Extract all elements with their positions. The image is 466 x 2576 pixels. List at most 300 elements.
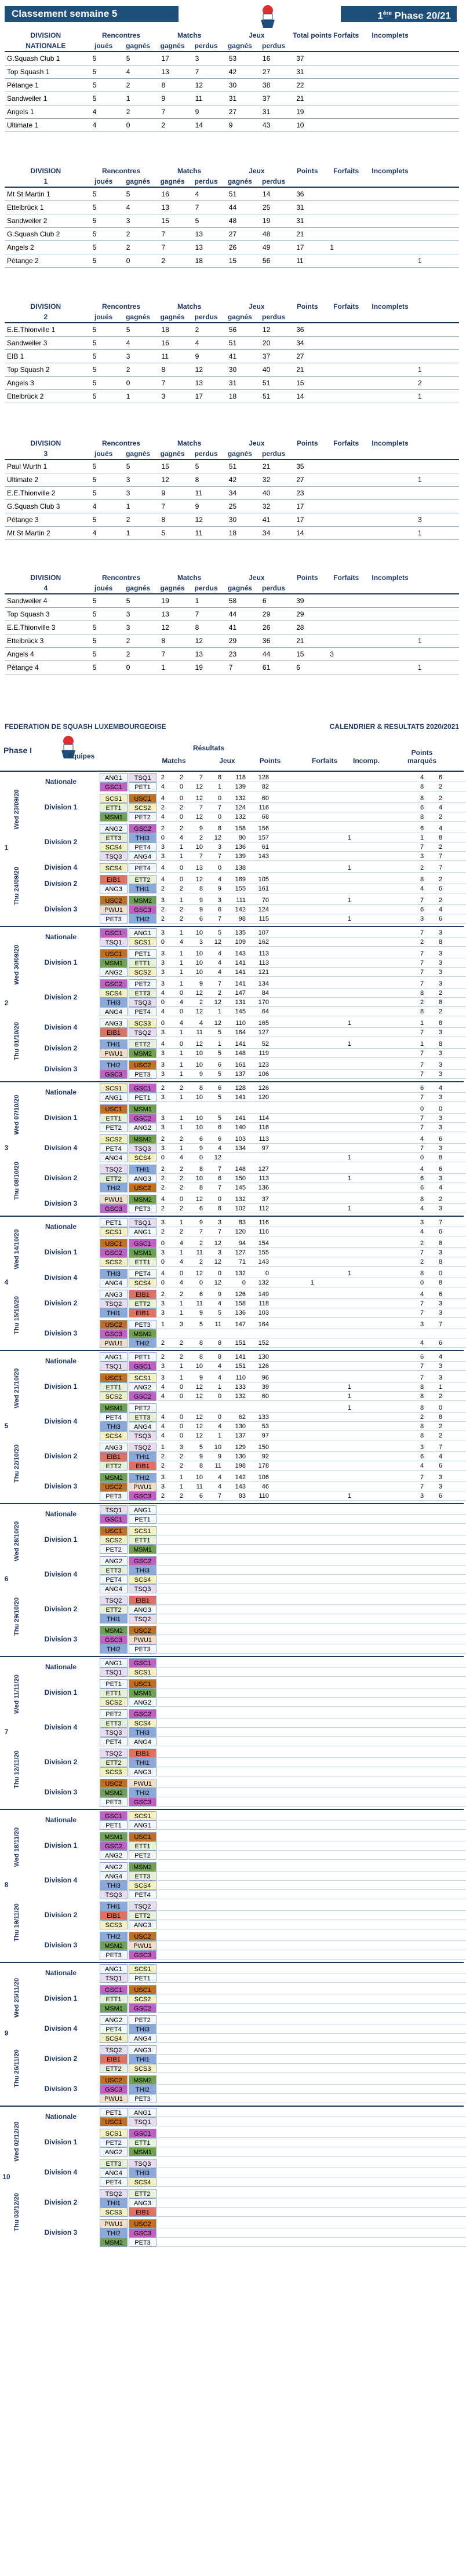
score-value: 143 [258, 1258, 269, 1265]
away-team: ANG3 [129, 1920, 156, 1929]
points-scored: 7 [420, 1050, 424, 1057]
ranking-value: 4 [121, 201, 156, 214]
away-team: ETT2 [129, 1911, 156, 1920]
away-team: TSQ3 [129, 1144, 156, 1153]
score-value: 4 [217, 1363, 221, 1370]
ranking-value: 58 [223, 594, 257, 608]
match-row [100, 949, 443, 958]
points-scored: 8 [420, 1404, 424, 1411]
ranking-value: 21 [290, 92, 324, 105]
score-value: 141 [235, 980, 246, 987]
ranking-value [368, 105, 412, 119]
ranking-value [368, 594, 412, 608]
away-team: SCS1 [129, 937, 156, 947]
score-value: 1 [217, 1384, 221, 1391]
match-row [100, 1060, 443, 1070]
ranking-value: 32 [257, 473, 290, 487]
ranking-value: 13 [155, 65, 189, 79]
ranking-row [5, 79, 459, 92]
points-scored: 6 [438, 1493, 443, 1499]
match-row [100, 1373, 443, 1382]
score-value: 0 [179, 783, 183, 790]
away-team: EIB1 [129, 1308, 156, 1318]
ranking-value: 32 [257, 500, 290, 513]
match-row [100, 1644, 413, 1654]
away-team: PET2 [129, 812, 156, 822]
score-value: 12 [195, 990, 203, 997]
ranking-value: 9 [155, 487, 189, 500]
ranking-value: 4 [87, 105, 121, 119]
match-row [100, 1019, 443, 1028]
ranking-value: 42 [223, 65, 257, 79]
ranking-value: 51 [223, 187, 257, 201]
match-row [100, 1443, 443, 1452]
ranking-row [5, 473, 459, 487]
score-value: 4 [161, 1270, 165, 1277]
calendar-column-header: Points [259, 757, 281, 765]
ranking-value [368, 459, 412, 473]
score-value: 1 [179, 1050, 183, 1057]
ranking-value: 5 [121, 594, 156, 608]
away-team: THI1 [129, 2055, 156, 2064]
points-scored: 8 [438, 1154, 443, 1161]
ranking-value: 7 [155, 105, 189, 119]
column-subheader: gagnés [121, 176, 156, 187]
points-scored: 3 [438, 1205, 443, 1212]
away-team: GSC1 [129, 1362, 156, 1371]
home-team: MSM2 [100, 1788, 128, 1797]
score-value: 1 [179, 1300, 183, 1307]
score-value: 141 [235, 1094, 246, 1101]
points-scored: 4 [438, 804, 443, 811]
away-team: USC2 [129, 2219, 156, 2228]
score-value: 12 [195, 1196, 203, 1203]
points-scored: 7 [420, 1094, 424, 1101]
score-value: 10 [195, 969, 203, 976]
score-value: 4 [217, 1374, 221, 1381]
score-value: 10 [195, 1061, 203, 1068]
away-team: ETT3 [129, 1413, 156, 1422]
column-subheader: joués [87, 41, 121, 52]
score-value: 0 [179, 990, 183, 997]
date-label: Thu 19/11/20 [13, 1903, 20, 1942]
away-team: USC1 [129, 1832, 156, 1841]
match-row [100, 1767, 413, 1776]
score-value: 134 [235, 1145, 246, 1152]
ranking-value: 5 [121, 459, 156, 473]
ranking-value: 19 [190, 661, 223, 674]
score-value: 126 [258, 1363, 269, 1370]
match-row [100, 1575, 413, 1584]
score-value: 1 [347, 834, 351, 841]
score-value: 2 [161, 1353, 165, 1360]
home-team: SCS4 [100, 842, 128, 852]
score-value: 140 [235, 1124, 246, 1131]
score-value: 9 [199, 1309, 203, 1316]
score-value: 3 [161, 1249, 165, 1256]
score-value: 7 [217, 1166, 221, 1173]
ranking-value: 4 [121, 65, 156, 79]
home-team: ANG4 [100, 1871, 128, 1881]
score-value: 0 [179, 1432, 183, 1439]
away-team: USC1 [129, 794, 156, 803]
match-row [100, 928, 443, 937]
division-label: Division 2 [44, 838, 78, 846]
points-scored: 2 [420, 1240, 424, 1247]
points-scored: 0 [420, 1154, 424, 1161]
ranking-value: 5 [190, 214, 223, 228]
away-team: GSC2 [129, 824, 156, 833]
ranking-value: 41 [223, 350, 257, 363]
score-value: 1 [347, 864, 351, 871]
team-name: Pétange 1 [5, 79, 87, 92]
score-value: 127 [258, 1166, 269, 1173]
score-value: 113 [259, 959, 269, 966]
division-label: Nationale [45, 1969, 77, 1977]
rencontres-header: Rencontres [102, 574, 141, 582]
division-label: Nationale [45, 933, 77, 941]
match-row [100, 1535, 413, 1545]
score-value: 170 [258, 999, 269, 1006]
ranking-value: 1 [155, 661, 189, 674]
home-team: PET4 [100, 1144, 128, 1153]
ranking-value: 3 [412, 513, 459, 527]
points-scored: 3 [420, 915, 424, 922]
points-scored: 7 [420, 1309, 424, 1316]
ranking-value [368, 661, 412, 674]
column-subheader [412, 176, 459, 187]
date-label: Thu 24/09/20 [13, 866, 20, 906]
ranking-value: 31 [290, 214, 324, 228]
score-value: 1 [179, 1061, 183, 1068]
score-value: 156 [258, 825, 269, 832]
score-value: 9 [199, 980, 203, 987]
division-label: Nationale [45, 1816, 77, 1824]
home-team: ETT2 [100, 1758, 128, 1767]
ranking-value [412, 500, 459, 513]
calendar-column-header: Matchs [162, 757, 186, 765]
score-value: 1 [179, 1029, 183, 1036]
ranking-row [5, 634, 459, 648]
away-team: PWU1 [129, 1482, 156, 1491]
home-team: PET3 [100, 1797, 128, 1807]
score-value: 110 [235, 1374, 246, 1381]
away-team: ANG1 [129, 1820, 156, 1830]
division-label: Division 3 [44, 1788, 78, 1796]
score-value: 110 [235, 1020, 246, 1027]
jeux-header: Jeux [249, 574, 265, 582]
home-team: SCS4 [100, 2034, 128, 2043]
score-value: 1 [179, 1071, 183, 1078]
ranking-value: 56 [257, 254, 290, 268]
score-value: 3 [161, 1061, 165, 1068]
ranking-value: 27 [223, 105, 257, 119]
away-team: PET2 [129, 1851, 156, 1860]
score-value: 137 [235, 1071, 246, 1078]
score-value: 12 [195, 1008, 203, 1015]
away-team: EIB1 [129, 1290, 156, 1299]
away-team: TSQ2 [129, 1028, 156, 1037]
away-team: MSM1 [129, 1545, 156, 1554]
away-team: SCS1 [129, 1668, 156, 1677]
home-team: ANG1 [100, 1352, 128, 1362]
score-value: 124 [258, 906, 269, 913]
score-value: 2 [199, 834, 203, 841]
ranking-value: 27 [290, 350, 324, 363]
score-value: 4 [179, 1020, 183, 1027]
ranking-value [324, 473, 368, 487]
home-team: TSQ1 [100, 1973, 128, 1983]
score-value: 1 [179, 929, 183, 936]
ranking-value: 1 [324, 241, 368, 254]
home-team: SCS4 [100, 863, 128, 873]
score-value: 2 [161, 1136, 165, 1143]
ranking-value: 1 [190, 594, 223, 608]
score-value: 3 [161, 1374, 165, 1381]
team-name: Angels 4 [5, 648, 87, 661]
ranking-row [5, 648, 459, 661]
score-value: 147 [235, 990, 246, 997]
week-block [0, 1962, 464, 2104]
score-value: 4 [179, 1240, 183, 1247]
ranking-value [368, 487, 412, 500]
away-team: SCS1 [129, 1373, 156, 1382]
team-name: Ultimate 2 [5, 473, 87, 487]
week-block [0, 1350, 464, 1502]
score-value: 158 [235, 1300, 246, 1307]
score-value: 116 [259, 1228, 269, 1235]
home-team: ETT2 [100, 1461, 128, 1471]
score-value: 4 [217, 1300, 221, 1307]
points-scored: 8 [420, 876, 424, 883]
match-row [100, 1461, 443, 1471]
ranking-value: 49 [257, 241, 290, 254]
points-scored: 2 [438, 1196, 443, 1203]
ranking-value: 7 [190, 201, 223, 214]
score-value: 1 [179, 1374, 183, 1381]
home-team: ANG2 [100, 1851, 128, 1860]
ranking-value: 4 [87, 119, 121, 132]
score-value: 94 [238, 1240, 246, 1247]
score-value: 4 [161, 876, 165, 883]
ranking-value: 34 [290, 337, 324, 350]
home-team: PET4 [100, 1575, 128, 1584]
ranking-value [324, 214, 368, 228]
score-value: 8 [199, 1166, 203, 1173]
ranking-value: 5 [87, 254, 121, 268]
away-team: PET3 [129, 1070, 156, 1079]
column-subheader: gagnés [155, 176, 189, 187]
away-team: USC2 [129, 1183, 156, 1192]
away-team: SCS3 [129, 2064, 156, 2073]
home-team: PET2 [100, 1545, 128, 1554]
score-value: 136 [235, 844, 246, 851]
score-value: 3 [161, 1474, 165, 1481]
ranking-value: 44 [257, 648, 290, 661]
home-team: PWU1 [100, 1338, 128, 1348]
ranking-value: 1 [412, 363, 459, 377]
points-scored: 8 [420, 813, 424, 820]
column-subheader: perdus [190, 448, 223, 459]
match-row [100, 1482, 443, 1491]
division-label: Division 4 [44, 1417, 78, 1425]
home-team: THI1 [100, 1039, 128, 1049]
ranking-value: 36 [290, 187, 324, 201]
ranking-value: 5 [87, 487, 121, 500]
points-scored: 4 [420, 1291, 424, 1298]
column-subheader [290, 41, 324, 52]
score-value: 7 [217, 980, 221, 987]
points-scored: 3 [438, 1115, 443, 1122]
team-name: Ettelbrück 3 [5, 634, 87, 648]
score-value: 150 [258, 1444, 269, 1451]
away-team: PET3 [129, 2094, 156, 2103]
score-value: 3 [161, 853, 165, 860]
points-scored: 7 [438, 1444, 443, 1451]
week-block [0, 771, 464, 925]
ranking-value: 51 [257, 377, 290, 390]
match-row [100, 1871, 413, 1881]
score-value: 1 [347, 915, 351, 922]
points-scored: 4 [420, 1462, 424, 1469]
home-team: USC2 [100, 1779, 128, 1788]
column-subheader [368, 583, 412, 594]
ranking-value: 3 [121, 608, 156, 621]
ranking-value: 26 [257, 621, 290, 634]
team-name: G.Squash Club 1 [5, 52, 87, 65]
away-team: THI2 [129, 914, 156, 924]
points-scored: 8 [420, 1423, 424, 1430]
score-value: 4 [179, 1258, 183, 1265]
match-row [100, 968, 443, 977]
points-scored: 3 [438, 1175, 443, 1182]
ranking-value: 11 [190, 487, 223, 500]
ranking-value [368, 648, 412, 661]
home-team: SCS2 [100, 1257, 128, 1267]
match-row [100, 2219, 413, 2228]
score-value: 6 [199, 1136, 203, 1143]
ranking-value [324, 661, 368, 674]
score-value: 0 [161, 834, 165, 841]
score-value: 2 [161, 1166, 165, 1173]
points-scored: 3 [420, 1444, 424, 1451]
points-scored: 6 [438, 1228, 443, 1235]
score-value: 5 [199, 1444, 203, 1451]
away-team: PET2 [129, 2015, 156, 2024]
ranking-value: 1 [412, 390, 459, 403]
match-row [100, 1413, 443, 1422]
score-value: 3 [161, 1309, 165, 1316]
points-scored: 0 [438, 1105, 443, 1112]
home-team: THI1 [100, 1614, 128, 1623]
ranking-value: 9 [190, 500, 223, 513]
column-subheader: perdus [190, 583, 223, 594]
division-number: 3 [5, 448, 87, 459]
score-value: 82 [261, 783, 269, 790]
home-team: USC1 [100, 1239, 128, 1248]
ranking-value: 5 [87, 377, 121, 390]
jeux-header: Jeux [249, 439, 265, 447]
points-scored: 6 [438, 1462, 443, 1469]
score-value: 52 [261, 1041, 269, 1048]
score-value: 2 [161, 1175, 165, 1182]
ranking-value [412, 337, 459, 350]
match-row [100, 2117, 413, 2126]
match-row [100, 1352, 443, 1362]
home-team: ANG3 [100, 1290, 128, 1299]
score-value: 9 [199, 906, 203, 913]
match-row [100, 1227, 443, 1236]
away-team: USC1 [129, 1679, 156, 1688]
column-subheader [290, 176, 324, 187]
score-value: 132 [235, 795, 246, 802]
column-subheader: perdus [257, 448, 290, 459]
score-value: 7 [217, 853, 221, 860]
division-number: 1 [5, 176, 87, 187]
score-value: 164 [235, 1029, 246, 1036]
points-scored: 3 [438, 1124, 443, 1131]
ranking-value [368, 187, 412, 201]
ranking-value [324, 513, 368, 527]
ranking-value: 14 [290, 527, 324, 540]
points-scored: 8 [438, 834, 443, 841]
federation-name: FEDERATION DE SQUASH LUXEMBOURGEOISE [5, 723, 166, 731]
ranking-value: 1 [412, 254, 459, 268]
ranking-value: 5 [87, 350, 121, 363]
score-value: 3 [161, 844, 165, 851]
date-label: Wed 30/09/20 [13, 944, 20, 985]
calendar-column-header: Incomp. [352, 757, 380, 765]
score-value: 4 [217, 1145, 221, 1152]
ranking-value [412, 79, 459, 92]
score-value: 9 [217, 1453, 221, 1460]
score-value: 142 [235, 906, 246, 913]
score-value: 118 [259, 1300, 269, 1307]
ranking-value: 5 [87, 337, 121, 350]
score-value: 139 [235, 853, 246, 860]
score-value: 12 [214, 939, 221, 946]
score-value: 10 [195, 959, 203, 966]
home-team: USC2 [100, 896, 128, 905]
score-value: 132 [235, 1270, 246, 1277]
score-value: 0 [217, 813, 221, 820]
points-scored: 0 [438, 1404, 443, 1411]
score-value: 80 [238, 834, 246, 841]
points-scored: 2 [438, 1008, 443, 1015]
points-scored: 2 [420, 1258, 424, 1265]
home-team: MSM1 [100, 1832, 128, 1841]
away-team: MSM2 [129, 1329, 156, 1338]
score-value: 12 [195, 1393, 203, 1400]
score-value: 4 [179, 1279, 183, 1286]
points-scored: 1 [420, 1020, 424, 1027]
date-label: Thu 01/10/20 [13, 1021, 20, 1061]
points-scored: 4 [438, 1353, 443, 1360]
score-value: 0 [161, 1154, 165, 1161]
points-scored: 3 [438, 1145, 443, 1152]
score-value: 4 [161, 783, 165, 790]
ranking-value [324, 323, 368, 337]
match-row [100, 1257, 443, 1267]
team-name: Mt St Martin 2 [5, 527, 87, 540]
match-row [100, 1144, 443, 1153]
away-team: SCS4 [129, 1153, 156, 1162]
score-value: 2 [179, 1085, 183, 1092]
score-value: 119 [259, 1050, 269, 1057]
ranking-value: 35 [290, 459, 324, 473]
ranking-value: 44 [223, 201, 257, 214]
score-value: 2 [161, 1205, 165, 1212]
